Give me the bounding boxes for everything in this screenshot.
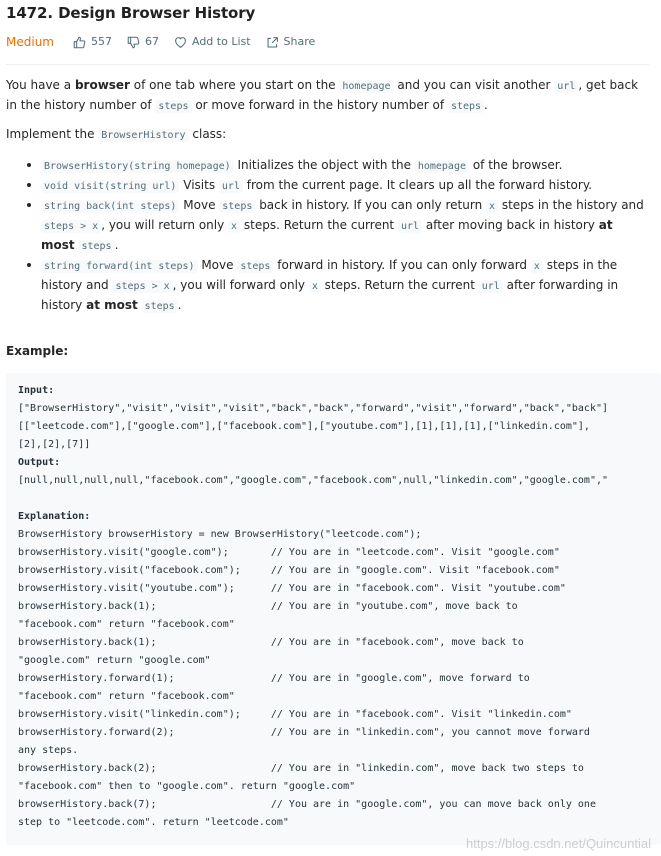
list-item-text: forward in history. If you can only forward xyxy=(273,258,531,272)
intro-text: , get back in the history number of xyxy=(6,78,639,112)
explanation-line: browserHistory.visit("linkedin.com"); // You are in "facebook.com". Visit "linkedin.com" xyxy=(18,709,572,720)
inline-code: x xyxy=(531,260,543,273)
list-item xyxy=(25,156,647,176)
inline-code: homepage xyxy=(415,160,469,173)
inline-code: homepage xyxy=(339,80,393,93)
inline-code: BrowserHistory(string homepage) xyxy=(41,160,234,173)
inline-code: steps xyxy=(78,240,114,253)
explanation-line: browserHistory.back(7); // You are in "google.com", you can move back only one xyxy=(18,799,596,810)
explanation-line: "facebook.com" return "facebook.com" xyxy=(18,619,235,630)
inline-code: steps xyxy=(237,260,273,273)
explanation-line: step to "leetcode.com". return "leetcode.com" xyxy=(18,817,289,828)
list-item xyxy=(25,196,647,256)
explanation-line: browserHistory.visit("google.com"); // You are in "leetcode.com". Visit "google.com" xyxy=(18,547,560,558)
explanation-line: browserHistory.back(1); // You are in "youtube.com", move back to xyxy=(18,601,518,612)
list-item-text: Visits xyxy=(179,178,219,192)
intro-paragraph xyxy=(6,76,646,116)
intro-text: . xyxy=(484,98,488,112)
explanation-line: "facebook.com" then to "google.com". return "google.com" xyxy=(18,781,356,792)
share-icon xyxy=(266,36,279,49)
divider xyxy=(6,64,649,65)
add-to-list-label: Add to List xyxy=(191,35,251,48)
list-item-text: back in history. If you can only return xyxy=(255,198,486,212)
list-item-text: steps. Return the current xyxy=(240,218,398,232)
inline-code: steps xyxy=(219,200,255,213)
bold-text: at most xyxy=(86,298,138,312)
inline-code: void visit(string url) xyxy=(41,180,179,193)
inline-code: steps > x xyxy=(112,280,172,293)
explanation-label: Explanation: xyxy=(18,511,91,522)
list-item-text: after moving back in history xyxy=(422,218,599,232)
list-item-text: steps. Return the current xyxy=(320,278,479,292)
method-list xyxy=(25,156,647,316)
list-item-text: . xyxy=(114,238,119,252)
example-code-block xyxy=(6,373,661,845)
input-label: Input: xyxy=(18,385,55,396)
inline-code: url xyxy=(219,180,243,193)
list-item-text: Move xyxy=(179,198,220,212)
heart-icon xyxy=(174,36,187,49)
input-line: [["leetcode.com"],["google.com"],["facebook.com"],["youtube.com"],[1],[1],[1],["linkedin.com"], xyxy=(18,421,590,432)
list-item-text: , you will return only xyxy=(101,218,229,232)
example-heading: Example: xyxy=(6,344,69,358)
list-item-text: Move xyxy=(197,258,238,272)
inline-code: url xyxy=(398,220,422,233)
intro-text: of one tab where you start on the xyxy=(129,78,340,92)
intro-bold: browser xyxy=(74,78,130,92)
inline-code: steps xyxy=(155,100,191,113)
explanation-line: "facebook.com" return "facebook.com" xyxy=(18,691,235,702)
inline-code: url xyxy=(479,280,503,293)
explanation-line: BrowserHistory browserHistory = new BrowserHistory("leetcode.com"); xyxy=(18,529,422,540)
thumbs-down-icon xyxy=(127,36,140,49)
list-item-text xyxy=(138,298,142,312)
list-item-text: . xyxy=(177,298,182,312)
list-item xyxy=(25,176,647,196)
inline-code: url xyxy=(554,80,578,93)
list-item-text: after forwarding in history xyxy=(41,278,619,312)
inline-code: x xyxy=(228,220,240,233)
blank-line xyxy=(18,490,608,508)
explanation-line: browserHistory.back(1); // You are in "facebook.com", move back to xyxy=(18,637,524,648)
list-item-text: , you will forward only xyxy=(172,278,309,292)
inline-code: BrowserHistory xyxy=(98,129,188,142)
implement-paragraph xyxy=(6,125,646,145)
list-item-text: steps in the history and xyxy=(41,258,618,292)
explanation-line: "google.com" return "google.com" xyxy=(18,655,211,666)
explanation-line: browserHistory.forward(2); // You are in "linkedin.com", you cannot move forward xyxy=(18,727,590,738)
like-count: 557 xyxy=(90,35,112,48)
explanation-line: browserHistory.back(2); // You are in "linkedin.com", move back two steps to xyxy=(18,763,584,774)
inline-code: steps xyxy=(448,100,484,113)
inline-code: string back(int steps) xyxy=(41,200,179,213)
inline-code: string forward(int steps) xyxy=(41,260,198,273)
page-title: 1472. Design Browser History xyxy=(6,4,256,22)
example-code-content xyxy=(18,382,608,832)
dislike-button[interactable] xyxy=(127,35,159,49)
share-label: Share xyxy=(283,35,316,48)
explanation-line: browserHistory.forward(1); // You are in "google.com", move forward to xyxy=(18,673,530,684)
implement-text: class: xyxy=(188,127,227,141)
explanation-line: browserHistory.visit("youtube.com"); // You are in "facebook.com". Visit "youtube.com" xyxy=(18,583,566,594)
dislike-count: 67 xyxy=(144,35,159,48)
add-to-list-button[interactable] xyxy=(174,35,251,49)
share-button[interactable] xyxy=(266,35,316,49)
problem-meta-bar xyxy=(6,34,330,50)
intro-text: or move forward in the history number of xyxy=(191,98,448,112)
output-label: Output: xyxy=(18,457,61,468)
list-item-text: steps in the history and xyxy=(498,198,644,212)
thumbs-up-icon xyxy=(73,36,86,49)
input-line: ["BrowserHistory","visit","visit","visit","back","back","forward","visit","forward","back","back"] xyxy=(18,403,609,414)
list-item-text: from the current page. It clears up all the forward history. xyxy=(242,178,593,192)
like-button[interactable] xyxy=(73,35,112,49)
intro-text: and you can visit another xyxy=(393,78,555,92)
inline-code: x xyxy=(309,280,321,293)
list-item-text: of the browser. xyxy=(469,158,563,172)
difficulty-badge: Medium xyxy=(6,35,54,49)
explanation-line: browserHistory.visit("facebook.com"); // You are in "google.com". Visit "facebook.com" xyxy=(18,565,560,576)
watermark: https://blog.csdn.net/Quincuntial xyxy=(465,836,651,851)
inline-code: steps xyxy=(142,300,178,313)
inline-code: x xyxy=(486,200,498,213)
input-line: [2],[2],[7]] xyxy=(18,439,91,450)
list-item-text: Initializes the object with the xyxy=(233,158,415,172)
output-line: [null,null,null,null,"facebook.com","google.com","facebook.com",null,"linkedin.com","google.com"," xyxy=(18,475,609,486)
intro-text: You have a xyxy=(6,78,75,92)
explanation-line: any steps. xyxy=(18,745,79,756)
list-item xyxy=(25,256,647,316)
bold-text: at most xyxy=(41,218,613,252)
implement-text: Implement the xyxy=(6,127,99,141)
inline-code: steps > x xyxy=(41,220,101,233)
